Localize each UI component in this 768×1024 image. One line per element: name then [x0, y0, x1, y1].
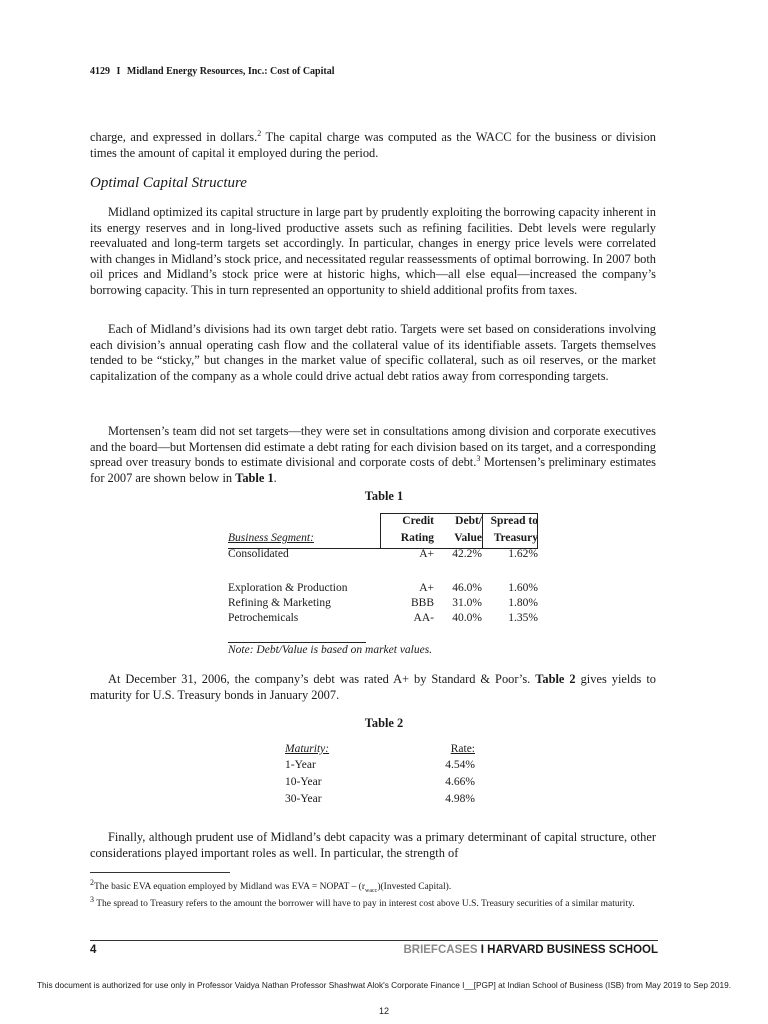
authorization-notice: This document is authorized for use only in Professor Vaidya Nathan Professor Shashwat Alok's Corporate Finance I__[PGP] at Indian School of Business (ISB) from May 2019 to Sep 2019.: [36, 980, 732, 990]
running-header: [90, 66, 335, 77]
paragraph-optimization: Midland optimized its capital structure in large part by prudently exploiting the borrowing capacity inherent in its energy reserves and in long-lived productive assets such as refining facilities. Debt levels were regularly reevaluated and long-term targets set accordingly. In particular, changes in energy price levels were correlated with changes in Midland’s stock price, and necessitated regular reassessments of optimal borrowing. In 2007 both oil prices and Midland’s stock price were at historic highs, which—all else equal—increased the company’s borrowing capacity. This in turn represented an opportunity to shield additional profits from taxes.: [90, 205, 656, 297]
table1-header-row2: [228, 532, 538, 546]
table-row: Petrochemicals AA- 40.0% 1.35%: [228, 612, 538, 624]
table-row: Consolidated A+ 42.2% 1.62%: [228, 548, 538, 560]
footnote-divider: [90, 872, 230, 873]
table2-col-rate: Rate:: [450, 743, 475, 755]
paragraph-debt-rating: At December 31, 2006, the company’s debt was rated A+ by Standard & Poor’s. Table 2 gives yields to maturity for U.S. Treasury bonds in January 2007.: [90, 672, 656, 702]
footnote-ref-3: 3: [476, 453, 481, 463]
header-title: Midland Energy Resources, Inc.: Cost of Capital: [126, 66, 335, 77]
table1-header-row1: Credit Debt/ Spread to: [402, 515, 538, 527]
footer-divider: [90, 940, 658, 941]
table-row: 1-Year 4.54%: [285, 759, 475, 771]
table2-header: [285, 743, 475, 758]
table-row: 30-Year 4.98%: [285, 793, 475, 805]
footnote-3: $^3$ The spread to Treasury refers to the amount the borrower will have to pay in interest cost above U.S. Treasury securities of a similar maturity.: [90, 894, 635, 909]
table2-col-maturity: Maturity:: [285, 743, 330, 755]
header-page-number: 4129: [90, 66, 110, 77]
table1-caption: Table 1: [364, 489, 404, 503]
footnote-ref-2: 2: [257, 128, 262, 138]
table-row: Refining & Marketing BBB 31.0% 1.80%: [228, 597, 538, 609]
sheet-page-number: 12: [378, 1006, 389, 1016]
table-row: 10-Year 4.66%: [285, 776, 475, 788]
header-separator: I: [116, 66, 121, 77]
table-row: Exploration & Production A+ 46.0% 1.60%: [228, 582, 538, 594]
footer-brand: BRIEFCASES I HARVARD BUSINESS SCHOOL: [403, 944, 658, 956]
section-heading: Optimal Capital Structure: [90, 175, 247, 191]
table1-col-spread: Treasury: [493, 532, 538, 544]
table1-note: Note: Debt/Value is based on market values.: [228, 644, 433, 656]
paragraph-capital-charge: charge, and expressed in dollars.$^2$ The capital charge was computed as the WACC for the business or division times the amount of capital it employed during the period.: [90, 128, 657, 160]
footer-page-number: 4: [90, 944, 97, 956]
footnote-2: $^2$The basic EVA equation employed by Midland was EVA = NOPAT – $(r_{wacc})(Invested$ Capital).: [90, 877, 452, 894]
paragraph-mortensen: Mortensen’s team did not set targets—they were set in consultations among division and corporate executives and the board—but Mortensen did estimate a debt rating for each division based on its target, and a corresponding spread over treasury bonds to estimate divisional and corporate costs of debt.$^3$ Mortensen’s preliminary estimates for 2007 are shown below in Table 1.: [90, 424, 656, 485]
table1-col-rating: Rating: [400, 532, 434, 544]
table1-col-debt-value: Value: [454, 532, 482, 544]
table2-caption: Table 2: [364, 716, 404, 730]
table1-col-segment: Business Segment:: [228, 532, 314, 544]
paragraph-divisions: Each of Midland’s divisions had its own target debt ratio. Targets were set based on considerations involving each division’s annual operating cash flow and the collateral value of its identifiable assets. Targets themselves tended to be “sticky,” but changes in the market value of specific collateral, such as oil reserves, or the market capitalization of the company as a whole could drive actual debt ratios away from corresponding targets.: [90, 322, 656, 383]
paragraph-capital-structure: Finally, although prudent use of Midland’s debt capacity was a primary determinant of capital structure, other considerations played important roles as well. In particular, the strength of: [90, 830, 656, 860]
